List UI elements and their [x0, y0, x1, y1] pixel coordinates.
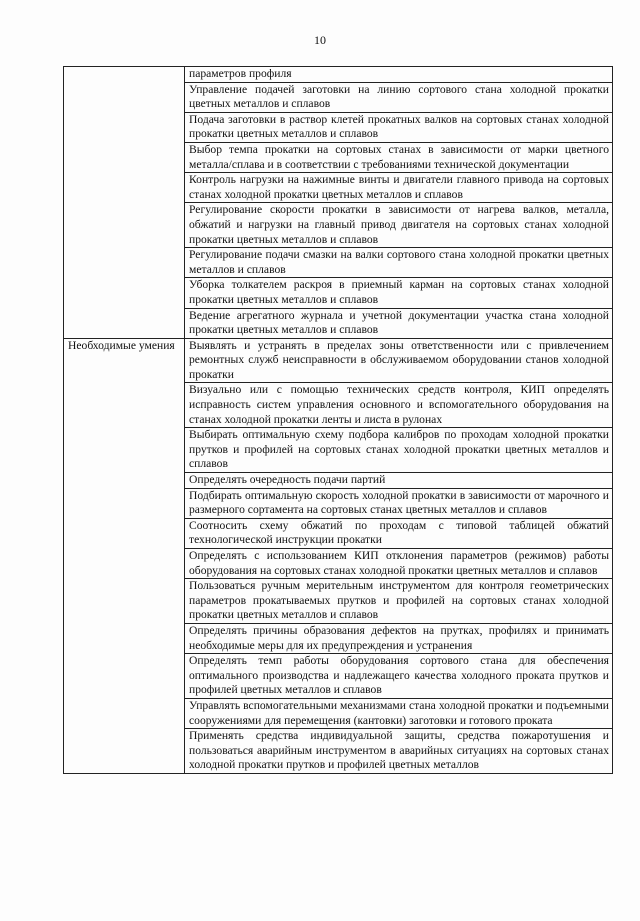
table-body	[64, 67, 613, 774]
table-cell-item: Контроль нагрузки на нажимные винты и двигатели главного привода на сортовых станах холодной прокатки цветных металлов и сплавов	[185, 173, 613, 203]
table-cell-item: Пользоваться ручным мерительным инструментом для контроля геометрических параметров прокатываемых прутков и профилей на сортовых станах холодной прокатки цветных металлов и сплавов	[185, 579, 613, 624]
table-cell-item: Определять причины образования дефектов на прутках, профилях и принимать необходимые меры для их предупреждения и устранения	[185, 623, 613, 653]
table-cell-item: Ведение агрегатного журнала и учетной документации участка стана холодной прокатки цветных металлов и сплавов	[185, 308, 613, 338]
row-heading-skills: Необходимые умения	[64, 338, 185, 773]
requirements-table	[63, 66, 613, 774]
table-cell-item: Подача заготовки в раствор клетей прокатных валков на сортовых станах холодной прокатки цветных металлов и сплавов	[185, 112, 613, 142]
table-cell-item: Выбор темпа прокатки на сортовых станах в зависимости от марки цветного металла/сплава и в соответствии с требованиями технической документации	[185, 142, 613, 172]
table-cell-item: Выбирать оптимальную схему подбора калибров по проходам холодной прокатки прутков и профилей на сортовых станах холодной прокатки цветных металлов и сплавов	[185, 428, 613, 473]
table-row	[64, 67, 613, 83]
table-cell-item: Соотносить схему обжатий по проходам с типовой таблицей обжатий технологической инструкции прокатки	[185, 518, 613, 548]
table-cell-item: Управлять вспомогательными механизмами стана холодной прокатки и подъемными сооружениями для перемещения (кантовки) заготовки и готового проката	[185, 698, 613, 728]
table-cell-item: Определять с использованием КИП отклонения параметров (режимов) работы оборудования на сортовых станах холодной прокатки цветных металлов и сплавов	[185, 549, 613, 579]
row-heading-continued	[64, 67, 185, 339]
table-cell-item: Визуально или с помощью технических средств контроля, КИП определять исправность систем управления основного и вспомогательного оборудования на станах холодной прокатки ленты и листа в рулонах	[185, 383, 613, 428]
table-cell-item: Определять очередность подачи партий	[185, 473, 613, 489]
table-cell-item: Управление подачей заготовки на линию сортового стана холодной прокатки цветных металлов и сплавов	[185, 82, 613, 112]
page-number: 10	[314, 33, 326, 47]
table-cell-item: Регулирование скорости прокатки в зависимости от нагрева валков, металла, обжатий и нагрузки на главный привод двигателя на сортовых станах холодной прокатки цветных металлов и сплавов	[185, 203, 613, 248]
table-row	[64, 338, 613, 383]
table-cell-item: Регулирование подачи смазки на валки сортового стана холодной прокатки цветных металлов и сплавов	[185, 248, 613, 278]
table-cell-item: Определять темп работы оборудования сортового стана для обеспечения оптимального производства и надлежащего качества холодного проката прутков и профилей цветных металлов и сплавов	[185, 654, 613, 699]
table-cell-item: Уборка толкателем раскроя в приемный карман на сортовых станах холодной прокатки цветных металлов и сплавов	[185, 278, 613, 308]
table-cell-item: Подбирать оптимальную скорость холодной прокатки в зависимости от марочного и размерного сортамента на сортовых станах цветных металлов и сплавов	[185, 488, 613, 518]
table-cell-item: Выявлять и устранять в пределах зоны ответственности или с привлечением ремонтных служб неисправности в обслуживаемом оборудовании станов холодной прокатки	[185, 338, 613, 383]
table-cell-item: параметров профиля	[185, 67, 613, 83]
table-cell-item: Применять средства индивидуальной защиты, средства пожаротушения и пользоваться аварийным инструментом в аварийных ситуациях на сортовых станах холодной прокатки прутков и профилей цветных металлов	[185, 729, 613, 774]
